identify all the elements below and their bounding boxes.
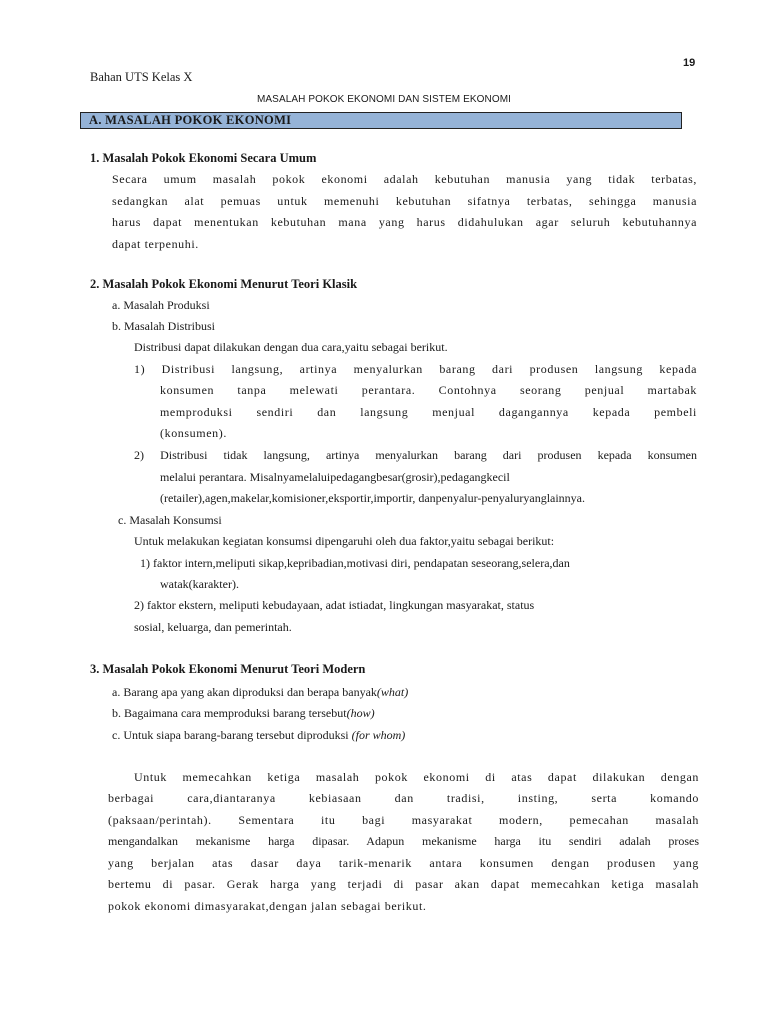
d2-line-3: (retailer),agen,makelar,komisioner,eksportir,importir, danpenyalur-penyaluryanglainnya. xyxy=(160,491,586,505)
d1-line-1: 1) Distribusi langsung, artinya menyalurkan barang dari produsen langsung kepada xyxy=(134,362,697,376)
para-line-6: bertemu di pasar. Gerak harga yang terjadi di pasar akan dapat memecahkan ketiga masalah xyxy=(108,877,699,891)
k2-line-2: sosial, keluarga, dan pemerintah. xyxy=(134,620,292,634)
s1-line-4: dapat terpenuhi. xyxy=(112,237,199,251)
d1-line-4: (konsumen). xyxy=(160,426,227,440)
k1-line-2: watak(karakter). xyxy=(160,577,239,591)
page-title: MASALAH POKOK EKONOMI DAN SISTEM EKONOMI xyxy=(256,94,512,105)
d1-line-3: memproduksi sendiri dan langsung menjual dagangannya kepada pembeli xyxy=(160,405,697,419)
para-line-2: berbagai cara,diantaranya kebiasaan dan tradisi, insting, serta komando xyxy=(108,791,699,805)
s1-line-3: harus dapat menentukan kebutuhan mana yang harus didahulukan agar seluruh kebutuhannya xyxy=(112,215,697,229)
item-a-produksi: a. Masalah Produksi xyxy=(112,298,210,312)
s3-item-a-text: a. Barang apa yang akan diproduksi dan berapa banyak xyxy=(112,685,377,699)
k1-line-1: 1) faktor intern,meliputi sikap,kepribadian,motivasi diri, pendapatan seseorang,selera,dan xyxy=(140,556,570,570)
section-a-banner: A. MASALAH POKOK EKONOMI xyxy=(80,112,682,129)
s3-item-a xyxy=(112,685,408,700)
s3-item-c-em: (for whom) xyxy=(351,728,406,742)
para-line-1: Untuk memecahkan ketiga masalah pokok ekonomi di atas dapat dilakukan dengan xyxy=(134,770,699,784)
distribusi-intro: Distribusi dapat dilakukan dengan dua cara,yaitu sebagai berikut. xyxy=(134,340,448,354)
section-3-heading: 3. Masalah Pokok Ekonomi Menurut Teori Modern xyxy=(90,662,366,676)
item-c-konsumsi: c. Masalah Konsumsi xyxy=(118,513,222,527)
document-label: Bahan UTS Kelas X xyxy=(90,70,193,84)
page-number: 19 xyxy=(683,57,696,69)
konsumsi-intro: Untuk melakukan kegiatan konsumsi dipengaruhi oleh dua faktor,yaitu sebagai berikut: xyxy=(134,534,555,548)
d2-line-1: 2) Distribusi tidak langsung, artinya menyalurkan barang dari produsen kepada konsumen xyxy=(134,448,697,462)
s3-item-b-em: (how) xyxy=(346,706,375,720)
s3-item-c xyxy=(112,728,405,743)
para-line-3: (paksaan/perintah). Sementara itu bagi masyarakat modern, pemecahan masalah xyxy=(108,813,699,827)
section-2-heading: 2. Masalah Pokok Ekonomi Menurut Teori Klasik xyxy=(90,277,358,291)
section-1-heading: 1. Masalah Pokok Ekonomi Secara Umum xyxy=(90,151,317,165)
k2-line-1: 2) faktor ekstern, meliputi kebudayaan, adat istiadat, lingkungan masyarakat, status xyxy=(134,598,535,612)
s1-line-1: Secara umum masalah pokok ekonomi adalah kebutuhan manusia yang tidak terbatas, xyxy=(112,172,697,186)
item-b-distribusi: b. Masalah Distribusi xyxy=(112,319,215,333)
para-line-7: pokok ekonomi dimasyarakat,dengan jalan sebagai berikut. xyxy=(108,899,427,913)
s3-item-a-em: (what) xyxy=(376,685,409,699)
s3-item-c-text: c. Untuk siapa barang-barang tersebut diproduksi xyxy=(112,728,352,742)
para-line-5: yang berjalan atas dasar daya tarik-menarik antara konsumen dengan produsen yang xyxy=(108,856,699,870)
para-line-4: mengandalkan mekanisme harga dipasar. Adapun mekanisme harga itu sendiri adalah proses xyxy=(108,834,699,848)
s1-line-2: sedangkan alat pemuas untuk memenuhi kebutuhan sifatnya terbatas, sehingga manusia xyxy=(112,194,697,208)
d2-line-2: melalui perantara. Misalnyamelaluipedagangbesar(grosir),pedagangkecil xyxy=(160,470,510,484)
s3-item-b-text: b. Bagaimana cara memproduksi barang tersebut xyxy=(112,706,347,720)
s3-item-b xyxy=(112,706,375,721)
d1-line-2: konsumen tanpa melewati perantara. Contohnya seorang penjual martabak xyxy=(160,383,697,397)
